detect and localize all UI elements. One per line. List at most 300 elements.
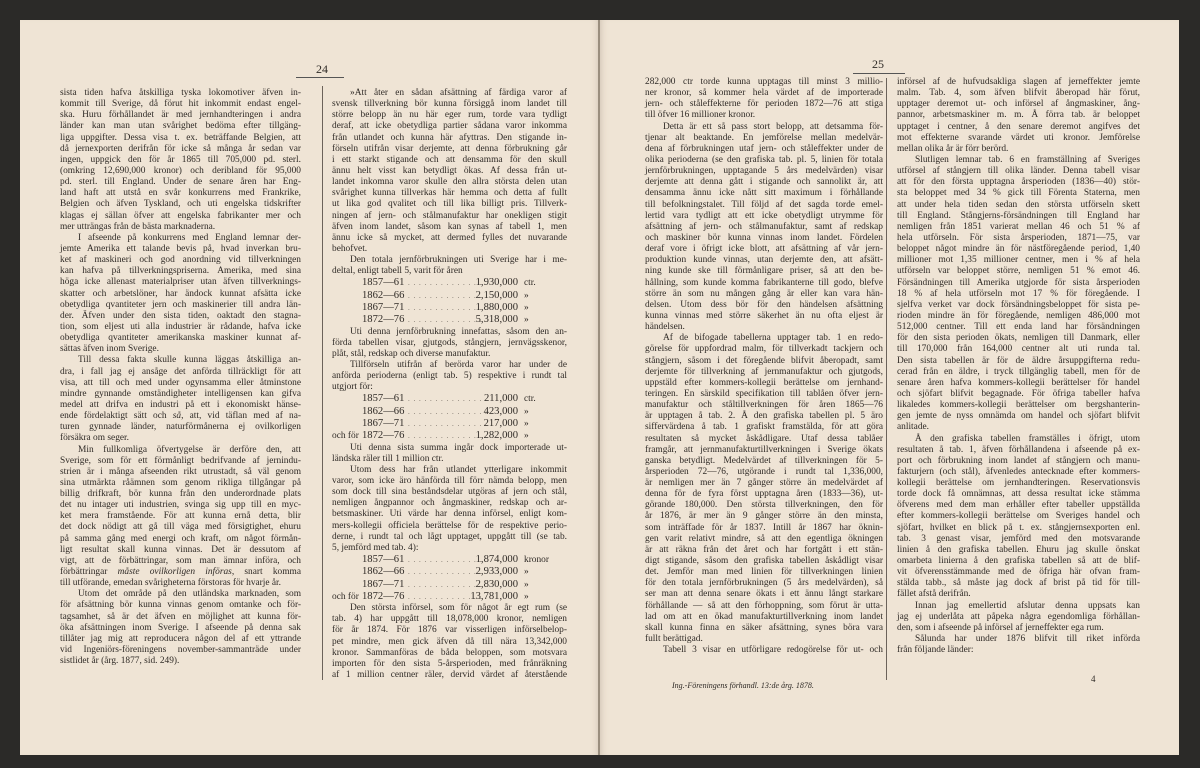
column-divider [322, 86, 323, 680]
text-line: år 1876, är mer än 9 gånger större än den minsta, [645, 511, 883, 522]
text-line: omarbeta linierna å den grafiska tabellen så att de blif- [897, 556, 1140, 567]
text-line: ländska räler till 1 million ctr. [332, 453, 444, 464]
table-row [332, 566, 567, 578]
text-line: plåt, stål, redskap och diverse manufaktur. [332, 348, 491, 359]
text-line: tjenar alt beaktande. En jemförelse mellan medelvär- [645, 132, 883, 143]
text-line: Detta är ett så pass stort belopp, att detsamma för- [663, 121, 883, 132]
text-line: sättas äfven inom Sverige. [60, 344, 159, 355]
text-line: der. Äfven under den sista tiden, oaktadt den stagna- [60, 310, 301, 321]
text-line: ännu helt visst kan betydligt ökas. Af dessa från ut- [332, 165, 567, 176]
text-line: jern- och ståleffekterne för perioden 1872—76 att stiga [645, 99, 883, 110]
text-line: Uti denna sista summa ingår dock importerade ut- [350, 442, 567, 453]
text-line: jemte Amerika ett talande bevis på, hvad inverkan bru- [60, 243, 301, 254]
text-line: Slutligen lemnar tab. 6 en framställning af Sveriges [915, 154, 1140, 165]
paragraph [897, 77, 1140, 155]
leader-dots: . . . . . . . . . . . . . . . [408, 316, 488, 325]
text-line: dena af förbrukningen utaf jern- och ståleffekter under de [645, 143, 883, 154]
text-line: pannor, arbetsmaskiner m. m. Å förra tab. är beloppet [897, 110, 1140, 121]
text-line: vit öfverensstämmande med de öfriga här ofvan fram- [897, 567, 1140, 578]
header-rule [853, 73, 905, 74]
paragraph [332, 255, 567, 277]
text-line: (omkring 12,690,000 kronor) och deribland för 95,000 [60, 165, 301, 176]
text-line: ner kronor, så kommer hela värdet af de importerade [645, 88, 883, 99]
paragraph [332, 603, 567, 681]
text-line: är nemligen mer än 7 gånger större än medelvärdet af [645, 478, 883, 489]
page-number-right: 25 [872, 57, 884, 71]
leader-dots: . . . . . . . . . . . . . . . [408, 580, 488, 589]
row-unit: ctr. [524, 278, 536, 289]
text-line: resultaten å tab. 1, äfven förhållandena i afseende på ex- [897, 444, 1140, 455]
paragraph [332, 443, 567, 465]
text-line: land haft att utstå en svår konkurrens med Frankrike, [60, 188, 301, 199]
row-prefix [332, 314, 362, 326]
text-line: att under hela tiden sedan den största utförseln skett [897, 199, 1140, 210]
text-line: Min fullkomliga öfvertygelse är derföre den, att [78, 444, 301, 455]
text-line: gen varit relativt mindre, så att den egentliga ökningen [645, 533, 883, 544]
text-line: billig drifkraft, bör kunna från den underordnade plats [60, 489, 301, 500]
text-line: kollegii berättelse om jernhandteringen. Reservationsvis [897, 478, 1140, 489]
text-line: anförda perioderna (enligt tab. 5) respektive i rundt tal [332, 371, 567, 382]
text-line: jernförbrukningen, upptagande 5 års medelvärden) visar [645, 166, 883, 177]
page-number-left: 24 [316, 62, 328, 76]
row-value: 1,930,000 [475, 277, 518, 289]
row-unit: » [524, 579, 529, 590]
text-line: hela utförseln. För sista årsperioden, 1871—75, var [897, 232, 1140, 243]
text-line: »Att åter en sådan afsättning af färdiga varor af [350, 88, 567, 98]
text-line: till befolkningstalet. Till följd af det sagda torde emel- [645, 199, 883, 210]
text-line: görande 180,000. Den största tillverkningen, den för [645, 500, 883, 511]
row-prefix [332, 277, 362, 289]
row-prefix [332, 418, 362, 430]
table-row [332, 290, 567, 302]
text-line: sjöfart, hvilket en blick på t. ex. stångjernsexporten enl. [897, 522, 1140, 533]
row-value: 5,318,000 [475, 314, 518, 326]
text-line: ning kunde ske till förmånligare priser, så att den be- [645, 266, 883, 277]
row-value: 211,000 [483, 393, 518, 405]
text-line: görelse för uppfordrad malm, för tillverkadt tackjern och [645, 344, 883, 355]
text-line: Utom dess har från utlandet ytterligare inkommit [350, 464, 567, 475]
text-line: det dock nödigt att gå till väga med försigtighet, ehuru [60, 522, 301, 533]
leader-dots: . . . . . . . . . . . . . . . [408, 303, 488, 312]
text-line: Tabell 3 visar en utförligare redogörelse för ut- och [663, 645, 883, 656]
text-line: till England. Stångjerns-försändningen till England har [897, 210, 1140, 221]
text-line: det. Jemför man med linien för tillverkningen linien [645, 567, 883, 578]
text-line: hållning, som kunde komma fabrikanterne till godo, blefve [645, 277, 883, 288]
text-line [60, 411, 301, 422]
text-line: kunna vinnas med större säkerhet än nu ofta eljest är [645, 310, 883, 321]
text-line: betsmaskiner. Uti värde har denna införsel, enligt kom- [332, 509, 567, 520]
table-row [332, 430, 567, 442]
leader-dots: . . . . . . . . . . . . . . . [408, 420, 488, 429]
row-unit: » [524, 567, 529, 578]
text-line: 282,000 ctr torde kunna upptagas till minst 3 millio- [645, 77, 883, 87]
paragraph [60, 233, 301, 356]
text-line: Den sista tabellen är för de äldre årsuppgifterna redu- [897, 355, 1140, 366]
text-line: ser man att denna senare ökats i ett ännu långt starkare [645, 589, 883, 600]
text-line: som dock till sina beståndsdelar utgöras af jern och stål, [332, 487, 567, 498]
paragraph [332, 88, 567, 255]
text-line: fullt berättigad. [645, 634, 703, 645]
text-line: ännu icke så mycket, att dermed fylles det nuvarande [332, 232, 567, 243]
row-period: 1872—76 [362, 430, 405, 442]
row-unit: ctr. [524, 394, 536, 405]
text-line: visa, att till och med under ogynsamma eller åtminstone [60, 377, 301, 388]
text-line: i ett starkt stigande och att densamma för den skull [332, 154, 567, 165]
paragraph [897, 601, 1140, 634]
row-period: 1872—76 [362, 314, 405, 326]
table-row [332, 406, 567, 418]
leader-dots: . . . . . . . . . . . . . . . [408, 395, 488, 404]
text-segment: , att, vid täflan med af na- [181, 411, 301, 422]
italic-text: så [172, 411, 182, 422]
text-line: Utom det område på den utländska marknaden, som [78, 589, 301, 600]
text-line: försäkra om seger. [60, 433, 129, 444]
text-line: ut lika god qvalitet och till lika billigt pris. Tillverk- [332, 199, 567, 210]
text-line: afsättning af jern- och stålmanufaktur, samt af redskap [645, 221, 883, 232]
text-line: behofvet. [332, 243, 368, 254]
text-line: till 170,000 från 164,000 centner alt uti runda tal. [897, 344, 1140, 355]
text-line: medel att drifva en industri på ett i ekonomiskt hänse- [60, 399, 301, 410]
text-line: millioner mot 1,35 millioner centner, men i % af hela [897, 255, 1140, 266]
paragraph [897, 434, 1140, 601]
text-line: klagas ej sällan öfver att engelska fabrikanter mer och [60, 210, 301, 221]
column-divider [886, 78, 887, 680]
text-line: 18 % af hela utförseln mot 17 % för föregående. I [897, 288, 1140, 299]
text-line: deraf, att icke obetydliga partier sådana varor inkomma [332, 121, 567, 132]
text-line: Tillförseln utifrån af berörda varor har under de [350, 360, 567, 370]
row-prefix: och för [332, 591, 359, 602]
text-line: varor, som icke äro hänförda till förr nämda belopp, men [332, 476, 567, 487]
data-table [332, 393, 567, 442]
row-value: 2,830,000 [475, 578, 518, 590]
text-line: beloppet något mindre än för nästföregående period, 1,40 [897, 244, 1140, 255]
row-period: 1862—66 [362, 405, 405, 417]
text-line: för afsättning bör kunna vinnas genom omtanke och för- [60, 600, 301, 611]
text-line: siffervärdena å tab. 1 grafiskt framstälda, för att göra [645, 422, 883, 433]
row-prefix [332, 393, 362, 405]
paragraph [645, 333, 883, 645]
text-line: sjelfva verket var dock försändningsbeloppet för sista pe- [897, 299, 1140, 310]
text-line: vid Ingeniörs-föreningens november-sammanträde under [60, 645, 301, 656]
text-line: utförseln var beloppet större, nemligen 51 % emot 46. [897, 266, 1140, 277]
text-line: Innan jag emellertid afslutar denna uppsats kan [915, 600, 1140, 611]
text-line: ska. Huru förhållandet är med jernhandteringen i andra [60, 110, 301, 121]
text-line: strien är i många afseenden rikt utrustadt, så väl genom [60, 466, 301, 477]
row-prefix [332, 566, 362, 578]
text-line: äfven inom landet, såsom kan synas af tabell 1, men [332, 221, 567, 232]
text-line: tagsamhet, så är det äfven en möjlighet att kunna för- [60, 611, 301, 622]
text-line: för den sista perioden ökats, nemligen till Danmark, eller [897, 333, 1140, 344]
paragraph [332, 465, 567, 554]
text-line: ket mera framstående. För att kunna ernå detta, blir [60, 511, 301, 522]
row-unit: » [524, 406, 529, 417]
text-line [60, 567, 301, 578]
text-line: ingen, uppgick den för år 1865 till 705,000 pd. sterl. [60, 154, 301, 165]
text-line: mellan olika år är förr berörd. [897, 143, 1009, 154]
text-line: deraf vore i öfrigt icke blott, att afsättning af vår jern- [645, 244, 883, 255]
table-row [332, 302, 567, 314]
text-line: större än som nu mången gång är eller kan vara hän- [645, 288, 883, 299]
italic-text: måste ovilkorligen införas [117, 567, 232, 578]
text-line: som inträffade för år 1837. Intill år 1867 har öknin- [645, 522, 883, 533]
row-prefix [332, 302, 362, 314]
text-line: gen jemte de nyss omnämda om handel och sjöfart blifvit [897, 411, 1140, 422]
text-line: skall kunna finna en säker afsättning, synes böra vara [645, 622, 883, 633]
text-line: införsel af de hufvudsakliga slagen af jerneffekter jemte [897, 77, 1140, 87]
text-line: att för den första upptagna årsperioden (1836—40) stör- [897, 177, 1140, 188]
text-line: produktion kunde vinnas, utan derjemte den, att afsätt- [645, 255, 883, 266]
text-line: digt stigande, såsom den grafiska tabellen åskådligt visar [645, 556, 883, 567]
text-line: pet mindre, men gick äfven då till nära 13,342,000 [332, 636, 567, 647]
paragraph [60, 355, 301, 444]
text-line: för år 1874. För 1876 var visserligen införselbelop- [332, 625, 567, 636]
text-line: likaledes kommers-kollegii berättelser om bergshanterin- [897, 400, 1140, 411]
text-line: torde dock få omnämnas, att dessa resultat icke stämma [897, 489, 1140, 500]
text-line: jag ej underlåta att påpeka några egendomliga förhållan- [897, 611, 1140, 622]
text-line: rioden mindre än för föregående, nemligen 486,000 mot [897, 310, 1140, 321]
text-line: mer utträngas från de bästa marknaderna. [60, 221, 216, 232]
row-period: 1867—71 [362, 578, 405, 590]
text-line: manufaktur och ståltillverkningen för åren 1865—76 [645, 400, 883, 411]
text-line: tab. 4) har uppgått till 18,078,000 kronor, nemligen [332, 614, 567, 625]
row-value: 217,000 [483, 418, 518, 430]
row-value: 1,874,000 [475, 554, 518, 566]
leader-dots: . . . . . . . . . . . . . . . [408, 432, 488, 441]
text-line: höga icke allenast materialpriser utan äfven tillverknings- [60, 277, 301, 288]
paragraph [645, 122, 883, 334]
text-line: svårighet kunna tillverkas här hemma och detta af fullt [332, 188, 567, 199]
text-line: vigt, att de förbättringar, som man ämnar införa, och [60, 555, 301, 566]
text-line: derjemte för tillverkning af jernmanufaktur och gjutgods, [645, 366, 883, 377]
data-table [332, 277, 567, 326]
text-line: Af de bifogade tabellerna upptager tab. 1 en redo- [663, 333, 883, 344]
paragraph [897, 155, 1140, 434]
text-line: tion, som eljest uti alla industrier är rådande, hafva icke [60, 321, 301, 332]
text-line: anlitade. [897, 422, 930, 433]
text-line: obetydliga qvantiteter jern och maskinerier till andra län- [60, 299, 301, 310]
text-column-right-page-2 [897, 77, 1140, 656]
text-line: tab. 3 genast visar, jemförd med den motsvarande [897, 533, 1140, 544]
text-line: dra, i fall jag ej ansåge det anförda tillräckligt för att [60, 366, 301, 377]
text-line: kan hafva på tillverkningspriserna. Amerika, med sina [60, 266, 301, 277]
text-line: öka afsättningen inom Sverige. I afseende på denna sak [60, 622, 301, 633]
row-period: 1857—61 [362, 277, 405, 289]
row-period: 1862—66 [362, 289, 405, 301]
signature-mark: 4 [1091, 674, 1096, 684]
text-line: tillåter jag mig att reproducera någon del af ett yttrande [60, 633, 301, 644]
text-line: mindre gynnande omständigheter intelligensen kan gifva [60, 388, 301, 399]
text-line: Uti denna jernförbrukning innefattas, såsom den an- [350, 326, 567, 337]
text-line: efter kommers-kollegii berättelse om Sveriges handel och [897, 511, 1140, 522]
row-period: 1857—61 [362, 393, 405, 405]
row-value: 2,150,000 [475, 289, 518, 301]
text-line: förhållande — så att den förhoppning, som förut är utta- [645, 600, 883, 611]
text-line: länder kan man utan svårighet bedöma efter tillgäng- [60, 121, 301, 132]
text-line: I afseende på konkurrens med England lemnar der- [78, 232, 301, 243]
text-line: utgjort för: [332, 382, 373, 393]
text-segment: , snart komma [231, 567, 301, 578]
text-line: malm. Tab. 4, som äfven blifvit åberopad här förut, [897, 88, 1140, 99]
text-line: förseln utifrån visar derjemte, att denna förbrukning går [332, 143, 567, 154]
paragraph [60, 445, 301, 590]
row-unit: » [524, 431, 529, 442]
text-line: det nu intager uti industrien, svinga sig upp till en myc- [60, 500, 301, 511]
text-line: sina utmärkta råämnen som genom rikliga tillgångar på [60, 477, 301, 488]
text-line: är att räkna från det året och har fortgått i ett stän- [645, 544, 883, 555]
leader-dots: . . . . . . . . . . . . . . . [408, 592, 488, 601]
row-unit: » [524, 419, 529, 430]
text-line: kommit till Sverige, då förut hit inkommit endast engel- [60, 99, 301, 110]
text-line: Till dessa fakta skulle kunna läggas åtskilliga an- [78, 355, 301, 366]
text-line: turen gynnade länder, naturförmånerna ej ovilkorligen [60, 422, 301, 433]
text-line: upptager deremot ut- och införsel af ångmaskiner, ång- [897, 99, 1140, 110]
text-line: ket af maskineri och god anordning vid tillverkningen [60, 255, 301, 266]
row-unit: » [524, 290, 529, 301]
paragraph [645, 77, 883, 122]
text-line: och sjöfart blifvit begagnade. För öfriga tabeller hafva [897, 388, 1140, 399]
text-column-left-page-1 [60, 88, 301, 667]
text-line: fället afstå derifrån. [897, 589, 971, 600]
text-line: framgår, att jernmanufakturtillverkningen i Sverige ökats [645, 444, 883, 455]
text-line: liga uppgifter. Dessa visa t. ex. beträffande Belgien, att [60, 132, 301, 143]
row-unit: kronor [524, 555, 549, 566]
text-line: lad om att en ökad manufakturtillverkning inom landet [645, 611, 883, 622]
text-line: stälda tabb., så måste jag dock af brist på tid för till- [897, 578, 1140, 589]
table-row [332, 393, 567, 405]
text-line: linien å den grafiska tabellen. Ehuru jag skulle önskat [897, 544, 1140, 555]
text-line: teringen. En särskild specifikation till tablåen öfver jern- [645, 388, 883, 399]
text-column-right-page-1 [645, 77, 883, 656]
text-line: till utförande, emedan svårigheterna förstoras för hvarje år. [60, 578, 282, 589]
paragraph [60, 589, 301, 667]
text-line: obetydliga qvantiteter amerikanska maskiner kunnat af- [60, 333, 301, 344]
row-period: 1872—76 [362, 590, 405, 602]
text-line: senare åren hafva kommers-kollegii berättelser för handel [897, 377, 1140, 388]
text-segment: förbättringar [60, 567, 118, 578]
text-column-left-page-2 [332, 88, 567, 681]
text-line: nemligen från 1851 varierat mellan 46 och 51 % af [897, 221, 1140, 232]
paragraph [332, 360, 567, 393]
paragraph [897, 634, 1140, 656]
text-line: ligt resultat skall kunna vinnas. Det är dessutom af [60, 544, 301, 555]
row-unit: » [524, 302, 529, 313]
text-line: cerad från en äldre, i tryck tillgänglig tabell, men för de [897, 366, 1140, 377]
text-line: resultaten så mycket åskådligare. Utaf dessa tablåer [645, 433, 883, 444]
text-line: stångjern, såsom i det föregående blifvit åberopadt, samt [645, 355, 883, 366]
leader-dots: . . . . . . . . . . . . . . . [408, 407, 488, 416]
row-value: 1,880,000 [475, 301, 518, 313]
book-gutter [598, 20, 600, 755]
text-line: den, som i afseende på införsel af jerneffekter ega rum. [897, 622, 1104, 633]
text-line: mot effekterne svarande värdet uti kronor. Jemförelse [897, 132, 1140, 143]
table-row [332, 554, 567, 566]
text-line: delsen. Utom dess bör för den händelsen afsättning [645, 299, 883, 310]
text-line: Den totala jernförbrukningen uti Sverige har i me- [350, 255, 567, 266]
leader-dots: . . . . . . . . . . . . . . . [408, 568, 488, 577]
text-line: Å den grafiska tabellen framställes i öfrigt, utom [915, 433, 1140, 444]
table-row [332, 277, 567, 289]
text-line: till öfver 16 millioner kronor. [645, 110, 756, 121]
text-line: svensk tillverkning bör kunna försiggå inom landet till [332, 99, 567, 110]
text-line: landet inkomna varor skulle den allra största delen utan [332, 177, 567, 188]
row-unit: » [524, 315, 529, 326]
row-prefix [332, 406, 362, 418]
text-line: fakturjern (och stål), äfvenledes antecknade efter kommers- [897, 466, 1140, 477]
text-line: för den totala jernförbrukningen (5 års medelvärden), så [645, 578, 883, 589]
text-line: Sålunda har under 1876 blifvit till riket införda [915, 634, 1140, 645]
row-unit: » [524, 591, 529, 602]
text-line: deltal, enligt tabell 5, varit för åren [332, 266, 463, 277]
text-line: 512,000 centner. Till ett enda land har försändningen [897, 322, 1140, 333]
row-prefix: och för [332, 431, 359, 442]
text-line: derjemte att denna gått i stigande och sannolikt är, att [645, 177, 883, 188]
leader-dots: . . . . . . . . . . . . . . . [408, 556, 488, 565]
row-value: 1,282,000 [475, 430, 518, 442]
row-period: 1867—71 [362, 301, 405, 313]
row-value: 2,933,000 [475, 566, 518, 578]
text-line: sistlidet år (årg. 1877, sid. 249). [60, 656, 180, 667]
text-line: Sverige, som för ett förmånligt bedrifvande af jernindu- [60, 455, 301, 466]
header-rule [296, 77, 344, 78]
paragraph [60, 88, 301, 233]
text-line: Belgien och äfven Tyskland, och uti engelska tidskrifter [60, 199, 301, 210]
leader-dots: . . . . . . . . . . . . . . . [408, 279, 488, 288]
row-value: 13,781,000 [470, 590, 518, 602]
row-period: 1867—71 [362, 418, 405, 430]
paragraph [645, 645, 883, 656]
text-segment: ende fördelaktigt sätt och [60, 411, 173, 422]
text-line: förda tabellen visar, gjutgods, stångjern, jernvägsskenor, [332, 337, 567, 348]
text-line: utförsel af stångjern till olika länder. Denna tabell visar [897, 166, 1140, 177]
text-line: densamma ännu icke nått sitt maximum i förhållande [645, 188, 883, 199]
text-line: sista tiden hafva åtskilliga tyska lokomotiver äfven in- [60, 88, 301, 98]
text-line: lertid vara tydligt att ett icke obetydligt utrymme för [645, 210, 883, 221]
row-prefix [332, 579, 362, 591]
text-line: upptaget i centner, å den senare deremot angifves det [897, 121, 1140, 132]
text-line: öfverens med dem man erhåller efter tabeller uppställda [897, 500, 1140, 511]
leader-dots: . . . . . . . . . . . . . . . [408, 291, 488, 300]
paragraph [332, 327, 567, 360]
row-period: 1862—66 [362, 566, 405, 578]
row-value: 423,000 [483, 405, 518, 417]
text-line: är upptagen å tab. 2. Å den grafiska tabellen pl. 5 äro [645, 411, 883, 422]
text-line: och maskiner bör kunna vinnas inom landet. Fördelen [645, 232, 883, 243]
footer-note: Ing.-Föreningens förhandl. 13:de årg. 1878. [672, 681, 814, 690]
text-line: derne, i rundt tal och lågt upptaget, uppgått till (se tab. [332, 531, 567, 542]
text-line: händelsen. [645, 322, 685, 333]
text-line: på samma gång med energi och kraft, om något förmån- [60, 533, 301, 544]
text-line: Försändningen till Amerika utgjorde för sista årsperioden [897, 277, 1140, 288]
text-line: denna för de fyra först upptagna åren (1833—36), ut- [645, 489, 883, 500]
text-line: af 1 million centner räler, dervid värdet af återstående [332, 670, 567, 681]
row-period: 1857—61 [362, 554, 405, 566]
text-line: sta beloppet med 34 % gick till Förenta Staterna, men [897, 188, 1140, 199]
text-line: 5, jemförd med tab. 4): [332, 542, 419, 553]
text-line: ningen af jern- och stålmanufaktur har onekligen stigit [332, 210, 567, 221]
text-line: uppstäld efter kommers-kollegii berättelse om jernhand- [645, 377, 883, 388]
table-row [332, 579, 567, 591]
text-line: ganska betydligt. Medelvärdet af tillverkningen för 5- [645, 455, 883, 466]
text-line: mers-kollegii officiela berättelse för de respektive perio- [332, 520, 567, 531]
text-line: olika perioderna (se den grafiska tab. pl. 5, linien för totala [645, 154, 883, 165]
text-line: pd. sterl. till England. Under de senare åren har Eng- [60, 177, 301, 188]
text-line: från utlandet och kunna här afyttras. Den stigande in- [332, 132, 567, 143]
text-line: importen för den sista 5-årsperioden, med frånräkning [332, 658, 567, 669]
text-line: från följande länder: [897, 645, 974, 656]
row-prefix [332, 290, 362, 302]
data-table [332, 554, 567, 603]
row-prefix [332, 554, 362, 566]
